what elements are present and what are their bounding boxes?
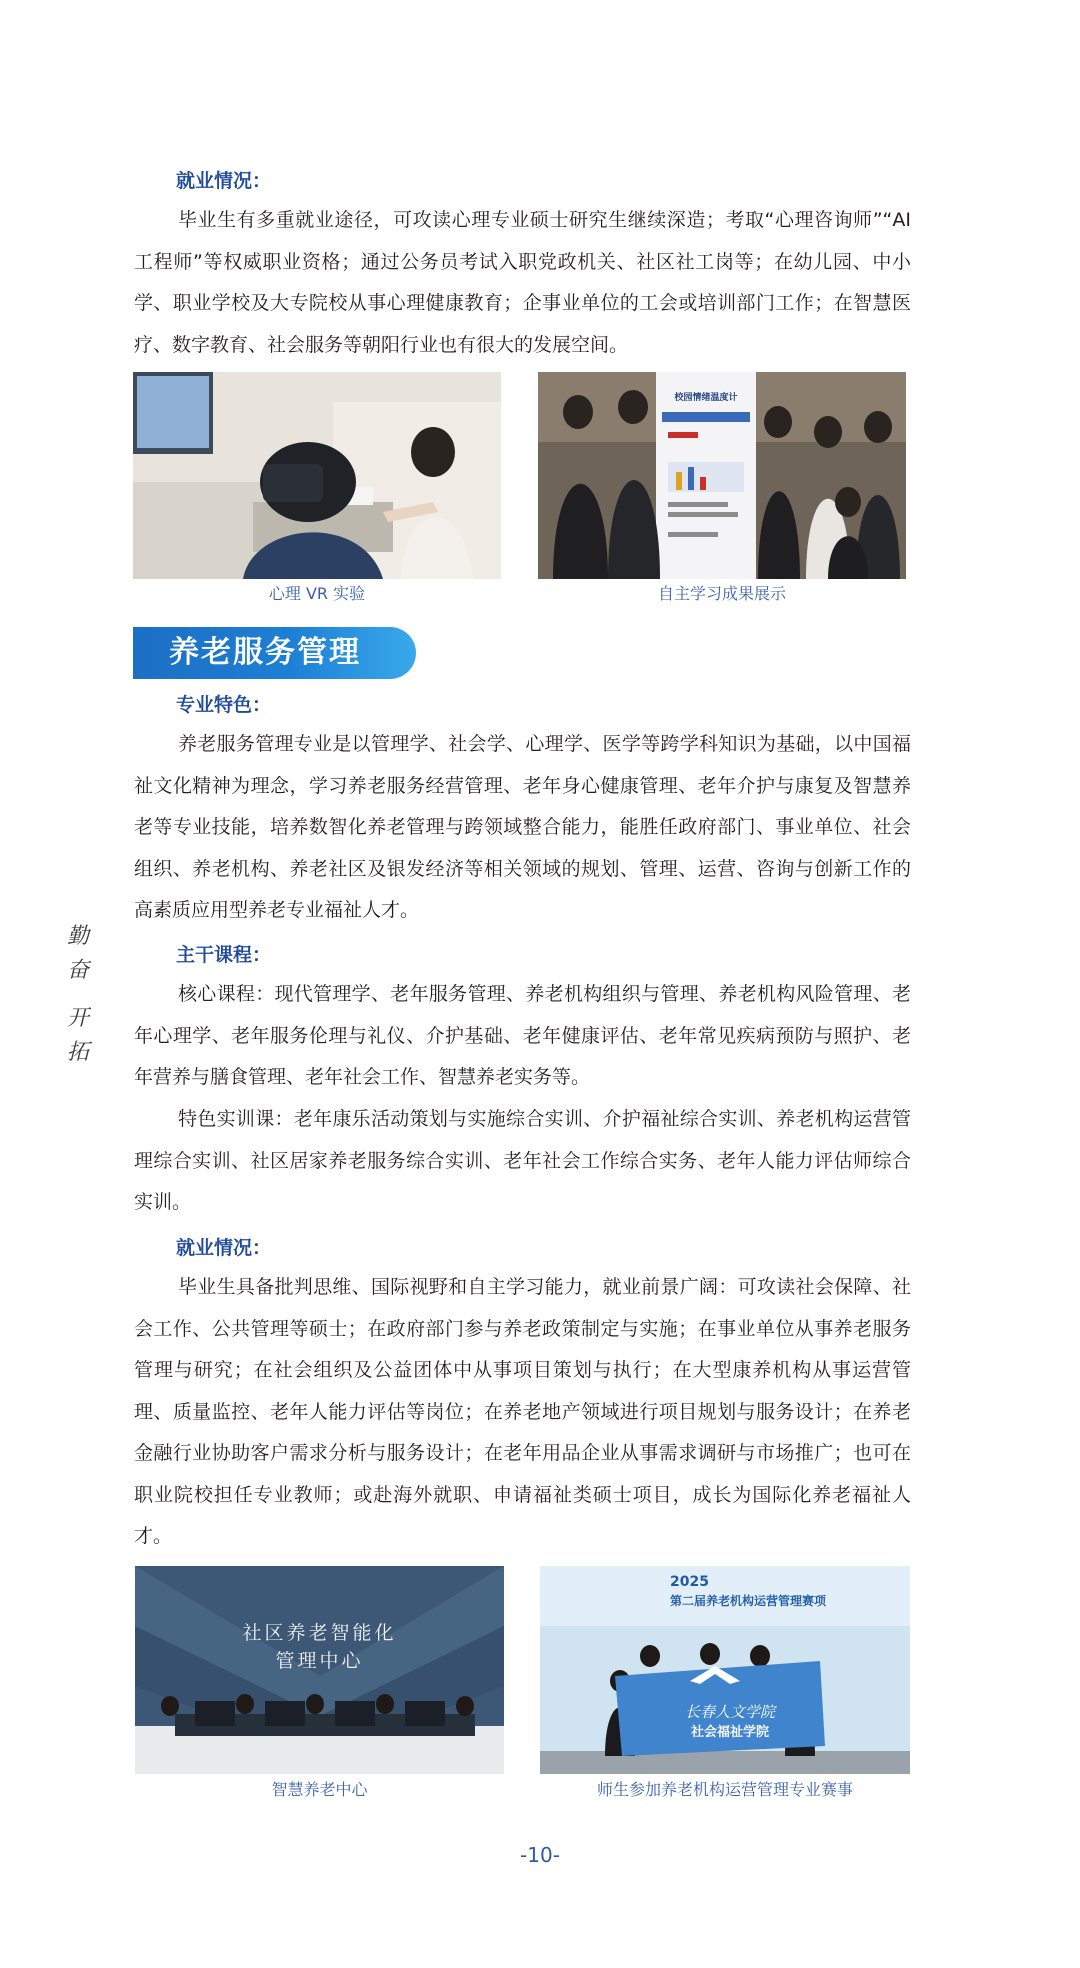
banner-line-2: 社会福祉学院 [690,1725,769,1740]
feature-heading: 专业特色： [176,694,272,716]
section-title: 养老服务管理 [169,635,361,670]
poster-title: 校园情绪温度计 [674,393,738,403]
competition-photo [540,1566,910,1774]
vr-experiment-caption: 心理 VR 实验 [268,584,366,603]
backdrop-year: 2025 [670,1574,709,1590]
core-courses-paragraph: 核心课程：现代管理学、老年服务管理、养老机构组织与管理、养老机构风险管理、老年心理学、老年服务伦理与礼仪、介护基础、老年健康评估、老年常见疾病预防与照护、老年营养与膳食管理、老年社会工作、智慧养老实务等。 [134,983,911,1088]
wall-sign-line-1: 社区养老智能化 [242,1622,397,1644]
slogan-char: 奋 [66,958,89,983]
wall-sign-line-2: 管理中心 [275,1650,364,1672]
smart-care-center-photo [135,1566,504,1774]
smart-care-center-caption: 智慧养老中心 [271,1780,368,1799]
employment-heading-2: 就业情况： [176,1237,272,1259]
slogan-char: 勤 [66,924,89,949]
vertical-slogan [60,920,96,1070]
section-title-banner [133,627,416,679]
self-study-caption: 自主学习成果展示 [657,584,786,603]
employment-heading-1: 就业情况： [176,170,272,192]
vr-experiment-photo [133,372,501,579]
backdrop-title: 第二届养老机构运营管理赛项 [670,1594,827,1608]
slogan-char: 开 [66,1006,89,1031]
page-number: -10- [520,1843,560,1867]
slogan-char: 拓 [66,1040,89,1065]
practical-courses-paragraph: 特色实训课：老年康乐活动策划与实施综合实训、介护福祉综合实训、养老机构运营管理综合实训、社区居家养老服务综合实训、老年社会工作综合实务、老年人能力评估师综合实训。 [134,1108,911,1213]
self-study-photo [538,372,906,579]
feature-paragraph: 养老服务管理专业是以管理学、社会学、心理学、医学等跨学科知识为基础，以中国福祉文化精神为理念，学习养老服务经营管理、老年身心健康管理、老年介护与康复及智慧养老等专业技能，培养数智化养老管理与跨领域整合能力，能胜任政府部门、事业单位、社会组织、养老机构、养老社区及银发经济等相关领域的规划、管理、运营、咨询与创新工作的高素质应用型养老专业福祉人才。 [134,733,911,921]
employment-paragraph-2: 毕业生具备批判思维、国际视野和自主学习能力，就业前景广阔：可攻读社会保障、社会工作、公共管理等硕士；在政府部门参与养老政策制定与实施；在事业单位从事养老服务管理与研究；在社会组织及公益团体中从事项目策划与执行；在大型康养机构从事运营管理、质量监控、老年人能力评估等岗位；在养老地产领域进行项目规划与服务设计；在养老金融行业协助客户需求分析与服务设计；在老年用品企业从事需求调研与市场推广；也可在职业院校担任专业教师；或赴海外就职、申请福祉类硕士项目，成长为国际化养老福祉人才。 [134,1276,911,1547]
employment-paragraph-1: 毕业生有多重就业途径，可攻读心理专业硕士研究生继续深造；考取“心理咨询师”“AI 工程师”等权威职业资格；通过公务员考试入职党政机关、社区社工岗等；在幼儿园、中小学、职业学校及大专院校从事心理健康教育；企事业单位的工会或培训部门工作；在智慧医疗、数字教育、社会服务等朝阳行业也有很大的发展空间。 [134,209,911,356]
courses-heading: 主干课程： [176,944,272,966]
competition-caption: 师生参加养老机构运营管理专业赛事 [596,1780,853,1799]
banner-line-1: 长春人文学院 [684,1703,775,1721]
